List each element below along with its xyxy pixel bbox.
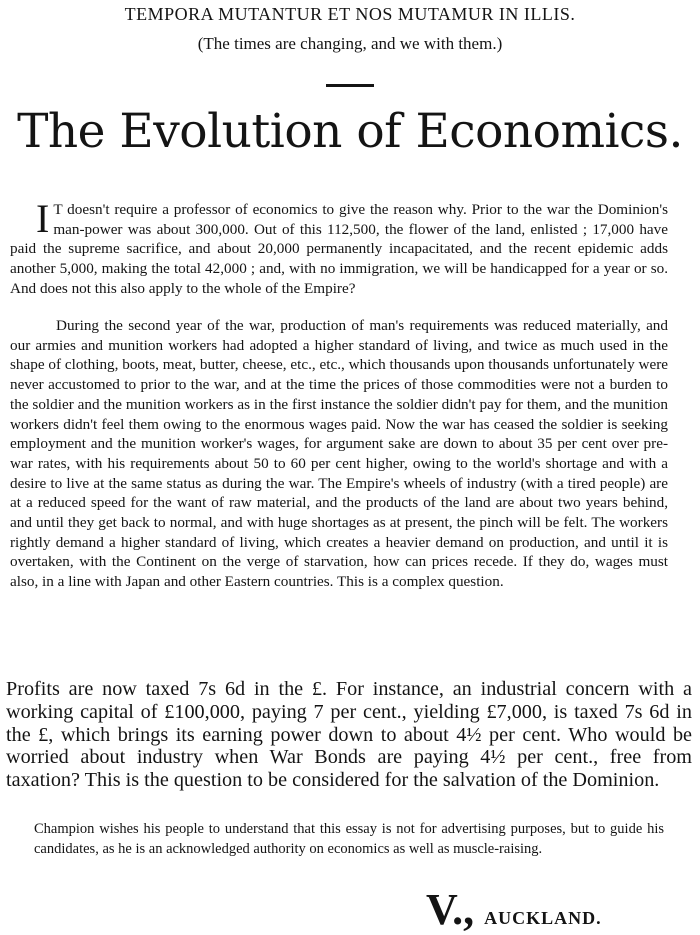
motto-translation: (The times are changing, and we with them.) [197, 34, 503, 53]
signature-initial: V., [426, 885, 475, 934]
paragraph-profits-tax: Profits are now taxed 7s 6d in the £. For instance, an industrial concern with a working capital of £100,000, paying 7 per cent., yielding £7,000, is taxed 7s 6d in the £, which brings its earning power down to about 4½ per cent. Who would be worried about industry when War Bonds are paying 4½ per cent., free from taxation? This is the question to be considered for the salvation of the Dominion. [6, 678, 692, 792]
signature-block [426, 884, 602, 935]
divider-rule [326, 84, 374, 87]
drop-cap: I [36, 196, 50, 241]
signature-place: AUCKLAND. [484, 908, 602, 928]
latin-motto: TEMPORA MUTANTUR ET NOS MUTAMUR IN ILLIS. [124, 4, 576, 24]
paragraph-manpower-text: T doesn't require a professor of economics to give the reason why. Prior to the war the Dominion's man-power was about 300,000. Out of this 112,500, the flower of the land, enlisted ; 17,000 have paid the supreme sacrifice, and about 20,000 permanently incapacitated, and the recent epidemic adds another 5,000, making the total 42,000 ; and, with no immigration, we will be handicapped for a year or so. And does not this also apply to the whole of the Empire? [10, 201, 668, 297]
article-title: The Evolution of Economics. [17, 104, 683, 159]
paragraph-production: During the second year of the war, production of man's requirements was reduced materially, and our armies and munition workers had adopted a higher standard of living, and twice as much used in the shape of clothing, boots, meat, butter, cheese, etc., etc., which thousands upon thousands unfortunately were never accustomed to prior to the war, and at the time the prices of those commodities were not a burden to the soldier and the munition workers as in the first instance the soldier didn't pay for them, and the munition workers didn't feel them owing to the enormous wages paid. Now the war has ceased the soldier is seeking employment and the munition worker's wages, for argument sake are down to about 35 per cent over pre-war rates, with his requirements about 50 to 60 per cent higher, owing to the world's shortage and with a desire to live at the same status as during the war. The Empire's wheels of industry (with a tired people) are at a reduced speed for the want of raw material, and the products of the land are about two years behind, and until they get back to normal, and with huge shortages as at present, the pinch will be felt. The workers rightly demand a higher standard of living, which creates a heavier demand on production, and until it is overtaken, with the Continent on the verge of starvation, how can prices recede. If they do, wages must also, in a line with Japan and other Eastern countries. This is a complex question. [10, 317, 668, 591]
paragraph-champion-note: Champion wishes his people to understand that this essay is not for advertising purposes, but to guide his candidates, as he is an acknowledged authority on economics as well as muscle-raising. [34, 821, 664, 857]
paragraph-manpower [10, 196, 668, 299]
